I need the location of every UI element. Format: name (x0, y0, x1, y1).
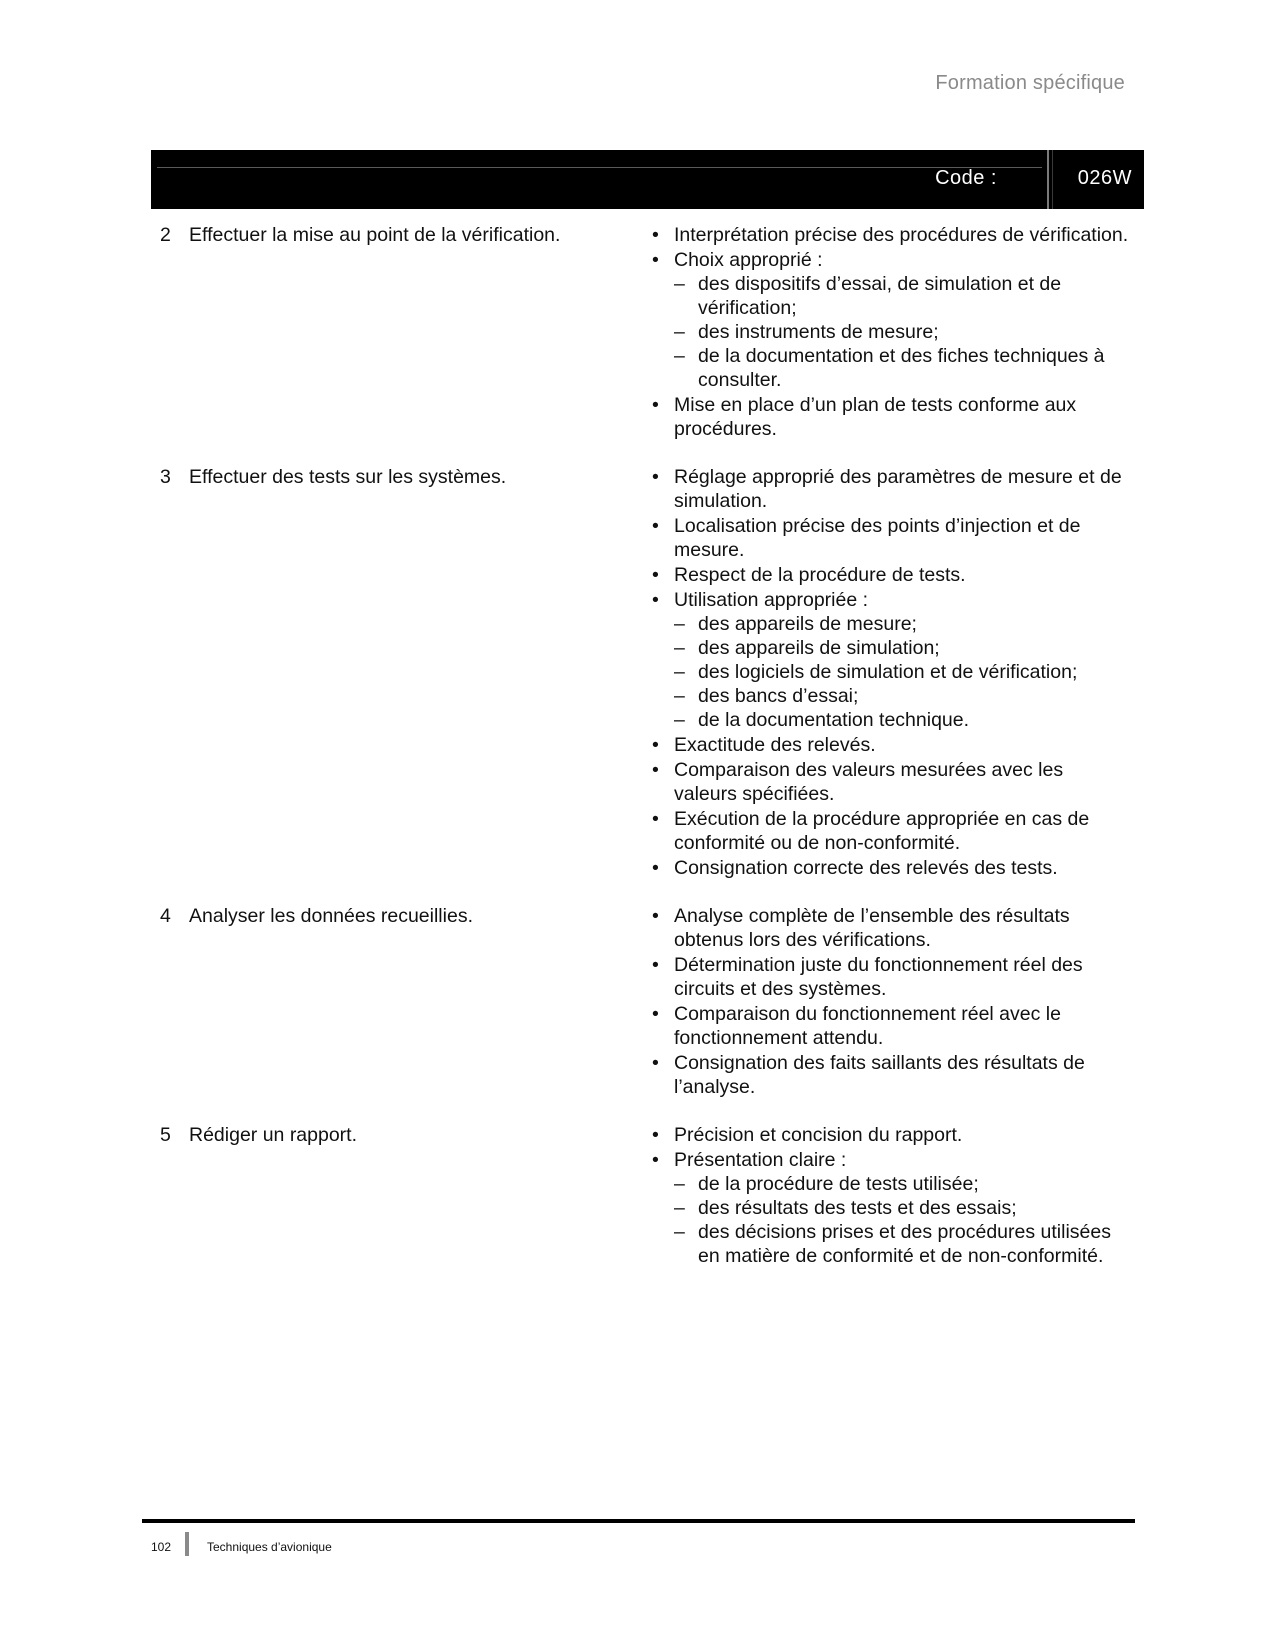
dash-icon: – (674, 1221, 685, 1243)
element-row (160, 904, 1140, 1100)
criterion-text: Consignation des faits saillants des résultats de l’analyse. (674, 1052, 1085, 1098)
dash-icon: – (674, 273, 685, 295)
code-bar-divider-inner (1052, 150, 1053, 209)
element-number: 4 (160, 905, 171, 927)
sub-criterion-text: des instruments de mesure; (698, 321, 939, 343)
criterion-item (650, 1148, 1130, 1268)
criterion-text: Comparaison du fonctionnement réel avec le fonctionnement attendu. (674, 1003, 1061, 1049)
bullet-icon: • (652, 564, 659, 586)
criterion-text: Analyse complète de l’ensemble des résultats obtenus lors des vérifications. (674, 905, 1070, 951)
dash-icon: – (674, 709, 685, 731)
element-number: 2 (160, 224, 171, 246)
element-text: Rédiger un rapport. (189, 1124, 358, 1146)
element-statement (160, 465, 650, 881)
dash-icon: – (674, 661, 685, 683)
performance-criteria (650, 465, 1130, 881)
sub-criterion-text: des bancs d’essai; (698, 685, 859, 707)
criterion-item (650, 1051, 1130, 1099)
bullet-icon: • (652, 249, 659, 271)
element-statement (160, 1123, 650, 1269)
bullet-icon: • (652, 1124, 659, 1146)
performance-criteria (650, 223, 1130, 442)
dash-icon: – (674, 345, 685, 367)
sub-criterion-item (674, 660, 1130, 684)
criterion-item (650, 856, 1130, 880)
criterion-item (650, 393, 1130, 441)
criterion-item (650, 904, 1130, 952)
sub-criterion-text: de la documentation technique. (698, 709, 970, 731)
criterion-text: Respect de la procédure de tests. (674, 564, 966, 586)
sub-criterion-item (674, 684, 1130, 708)
bullet-icon: • (652, 1149, 659, 1171)
element-number: 3 (160, 466, 171, 488)
criterion-item (650, 563, 1130, 587)
code-value: 026W (1077, 167, 1132, 189)
sub-criterion-text: des appareils de mesure; (698, 613, 917, 635)
criterion-item (650, 953, 1130, 1001)
criterion-item (650, 248, 1130, 392)
element-text: Analyser les données recueillies. (189, 905, 473, 927)
criterion-item (650, 807, 1130, 855)
bullet-icon: • (652, 224, 659, 246)
bullet-icon: • (652, 905, 659, 927)
sub-criterion-text: des décisions prises et des procédures utilisées en matière de conformité et de non-conformité. (698, 1221, 1111, 1267)
sub-criterion-item (674, 272, 1130, 320)
dash-icon: – (674, 321, 685, 343)
element-row (160, 223, 1140, 442)
bullet-icon: • (652, 466, 659, 488)
criterion-item (650, 223, 1130, 247)
dash-icon: – (674, 637, 685, 659)
sub-criterion-text: des dispositifs d’essai, de simulation et de vérification; (698, 273, 1062, 319)
dash-icon: – (674, 685, 685, 707)
criterion-text: Localisation précise des points d’injection et de mesure. (674, 515, 1081, 561)
criterion-text: Choix approprié : (674, 249, 823, 271)
code-bar (151, 150, 1144, 209)
bullet-icon: • (652, 734, 659, 756)
sub-criterion-item (674, 1172, 1130, 1196)
bullet-icon: • (652, 954, 659, 976)
sub-criterion-item (674, 344, 1130, 392)
criterion-item (650, 514, 1130, 562)
bullet-icon: • (652, 857, 659, 879)
dash-icon: – (674, 1173, 685, 1195)
bullet-icon: • (652, 1003, 659, 1025)
footer-separator (185, 1532, 189, 1556)
criterion-text: Exactitude des relevés. (674, 734, 876, 756)
running-head: Formation spécifique (935, 72, 1125, 94)
element-row (160, 1123, 1140, 1269)
sub-criterion-text: des logiciels de simulation et de vérification; (698, 661, 1078, 683)
code-bar-divider (1047, 150, 1049, 209)
bullet-icon: • (652, 1052, 659, 1074)
element-text: Effectuer des tests sur les systèmes. (189, 466, 507, 488)
criterion-text: Réglage approprié des paramètres de mesure et de simulation. (674, 466, 1122, 512)
element-row (160, 465, 1140, 881)
sub-criterion-item (674, 612, 1130, 636)
performance-criteria (650, 904, 1130, 1100)
performance-criteria (650, 1123, 1130, 1269)
criterion-text: Utilisation appropriée : (674, 589, 869, 611)
sub-criterion-text: des appareils de simulation; (698, 637, 940, 659)
bullet-icon: • (652, 759, 659, 781)
criterion-item (650, 588, 1130, 732)
criterion-item (650, 1123, 1130, 1147)
sub-criterion-text: des résultats des tests et des essais; (698, 1197, 1017, 1219)
criterion-item (650, 733, 1130, 757)
sub-criterion-text: de la documentation et des fiches techniques à consulter. (698, 345, 1105, 391)
criterion-text: Présentation claire : (674, 1149, 847, 1171)
bullet-icon: • (652, 589, 659, 611)
criterion-text: Comparaison des valeurs mesurées avec les valeurs spécifiées. (674, 759, 1064, 805)
sub-criterion-item (674, 708, 1130, 732)
element-statement (160, 904, 650, 1100)
sub-criterion-item (674, 1196, 1130, 1220)
element-statement (160, 223, 650, 442)
code-bar-rule (157, 167, 1042, 168)
criterion-text: Précision et concision du rapport. (674, 1124, 963, 1146)
sub-criterion-text: de la procédure de tests utilisée; (698, 1173, 979, 1195)
sub-criterion-item (674, 636, 1130, 660)
criterion-item (650, 758, 1130, 806)
criterion-text: Détermination juste du fonctionnement réel des circuits et des systèmes. (674, 954, 1083, 1000)
criterion-item (650, 465, 1130, 513)
criterion-text: Consignation correcte des relevés des tests. (674, 857, 1058, 879)
sub-criterion-item (674, 320, 1130, 344)
dash-icon: – (674, 613, 685, 635)
code-label: Code : (935, 167, 997, 189)
criterion-text: Exécution de la procédure appropriée en cas de conformité ou de non-conformité. (674, 808, 1090, 854)
criterion-text: Interprétation précise des procédures de vérification. (674, 224, 1129, 246)
bullet-icon: • (652, 394, 659, 416)
criterion-item (650, 1002, 1130, 1050)
sub-criterion-item (674, 1220, 1130, 1268)
page-number: 102 (151, 1540, 172, 1554)
bullet-icon: • (652, 808, 659, 830)
bullet-icon: • (652, 515, 659, 537)
dash-icon: – (674, 1197, 685, 1219)
element-number: 5 (160, 1124, 171, 1146)
footer-rule (142, 1519, 1135, 1523)
criterion-text: Mise en place d’un plan de tests conforme aux procédures. (674, 394, 1077, 440)
footer-title: Techniques d’avionique (207, 1540, 332, 1554)
element-text: Effectuer la mise au point de la vérification. (189, 224, 561, 246)
elements-table (160, 223, 1140, 1292)
